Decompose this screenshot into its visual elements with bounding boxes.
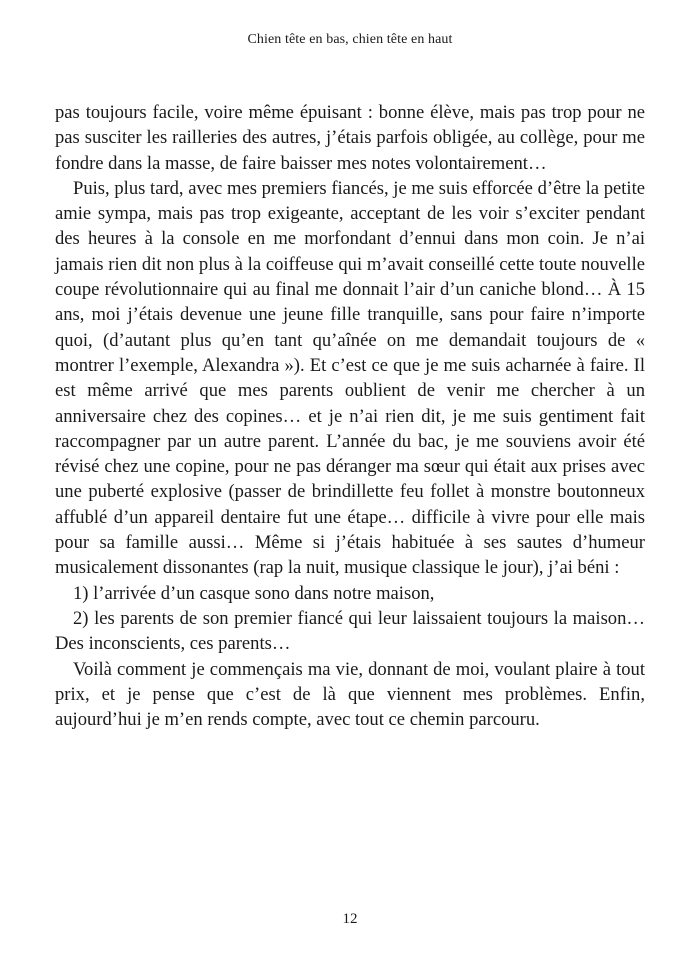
paragraph: Puis, plus tard, avec mes premiers fiancés, je me suis efforcée d’être la petite amie sympa, mais pas trop exigeante, acceptant de les voir s’exciter pendant des heures à la console en me morfondant d’ennui dans mon coin. Je n’ai jamais rien dit non plus à la coiffeuse qui m’avait conseillé cette toute nouvelle coupe révolutionnaire qui au final me donnait l’air d’un caniche blond… À 15 ans, moi j’étais devenue une jeune fille tranquille, sans pour faire n’importe quoi, (d’autant plus qu’en tant qu’aînée on me demandait toujours de « montrer l’exemple, Alexandra »). Et c’est ce que je me suis acharnée à faire. Il est même arrivé que mes parents oublient de venir me chercher à un anniversaire chez des copines… et je n’ai rien dit, je me suis gentiment fait raccompagner par un autre parent. L’année du bac, je me souviens avoir été révisé chez une copine, pour ne pas déranger ma sœur qui était aux prises avec une puberté explosive (passer de brindillette feu follet à monstre boutonneux affublé d’un appareil dentaire fut une étape… difficile à vivre pour elle mais pour sa famille aussi… Même si j’étais habituée à ses sautes d’humeur musicalement dissonantes (rap la nuit, musique classique le jour), j’ai béni :	[55, 177, 645, 579]
list-item: 2) les parents de son premier fiancé qui leur laissaient toujours la maison… Des inconscients, ces parents…	[55, 607, 645, 655]
running-head: Chien tête en bas, chien tête en haut	[247, 32, 453, 47]
body-text	[55, 100, 645, 732]
paragraph: Voilà comment je commençais ma vie, donnant de moi, voulant plaire à tout prix, et je pense que c’est de là que viennent mes problèmes. Enfin, aujourd’hui je m’en rends compte, avec tout ce chemin parcouru.	[55, 658, 645, 731]
paragraph-continued: pas toujours facile, voire même épuisant : bonne élève, mais pas trop pour ne pas susciter les railleries des autres, j’étais parfois obligée, au collège, pour me fondre dans la masse, de faire baisser mes notes volontairement…	[55, 102, 645, 174]
page-number: 12	[342, 911, 358, 927]
list-item: 1) l’arrivée d’un casque sono dans notre maison,	[73, 582, 435, 604]
